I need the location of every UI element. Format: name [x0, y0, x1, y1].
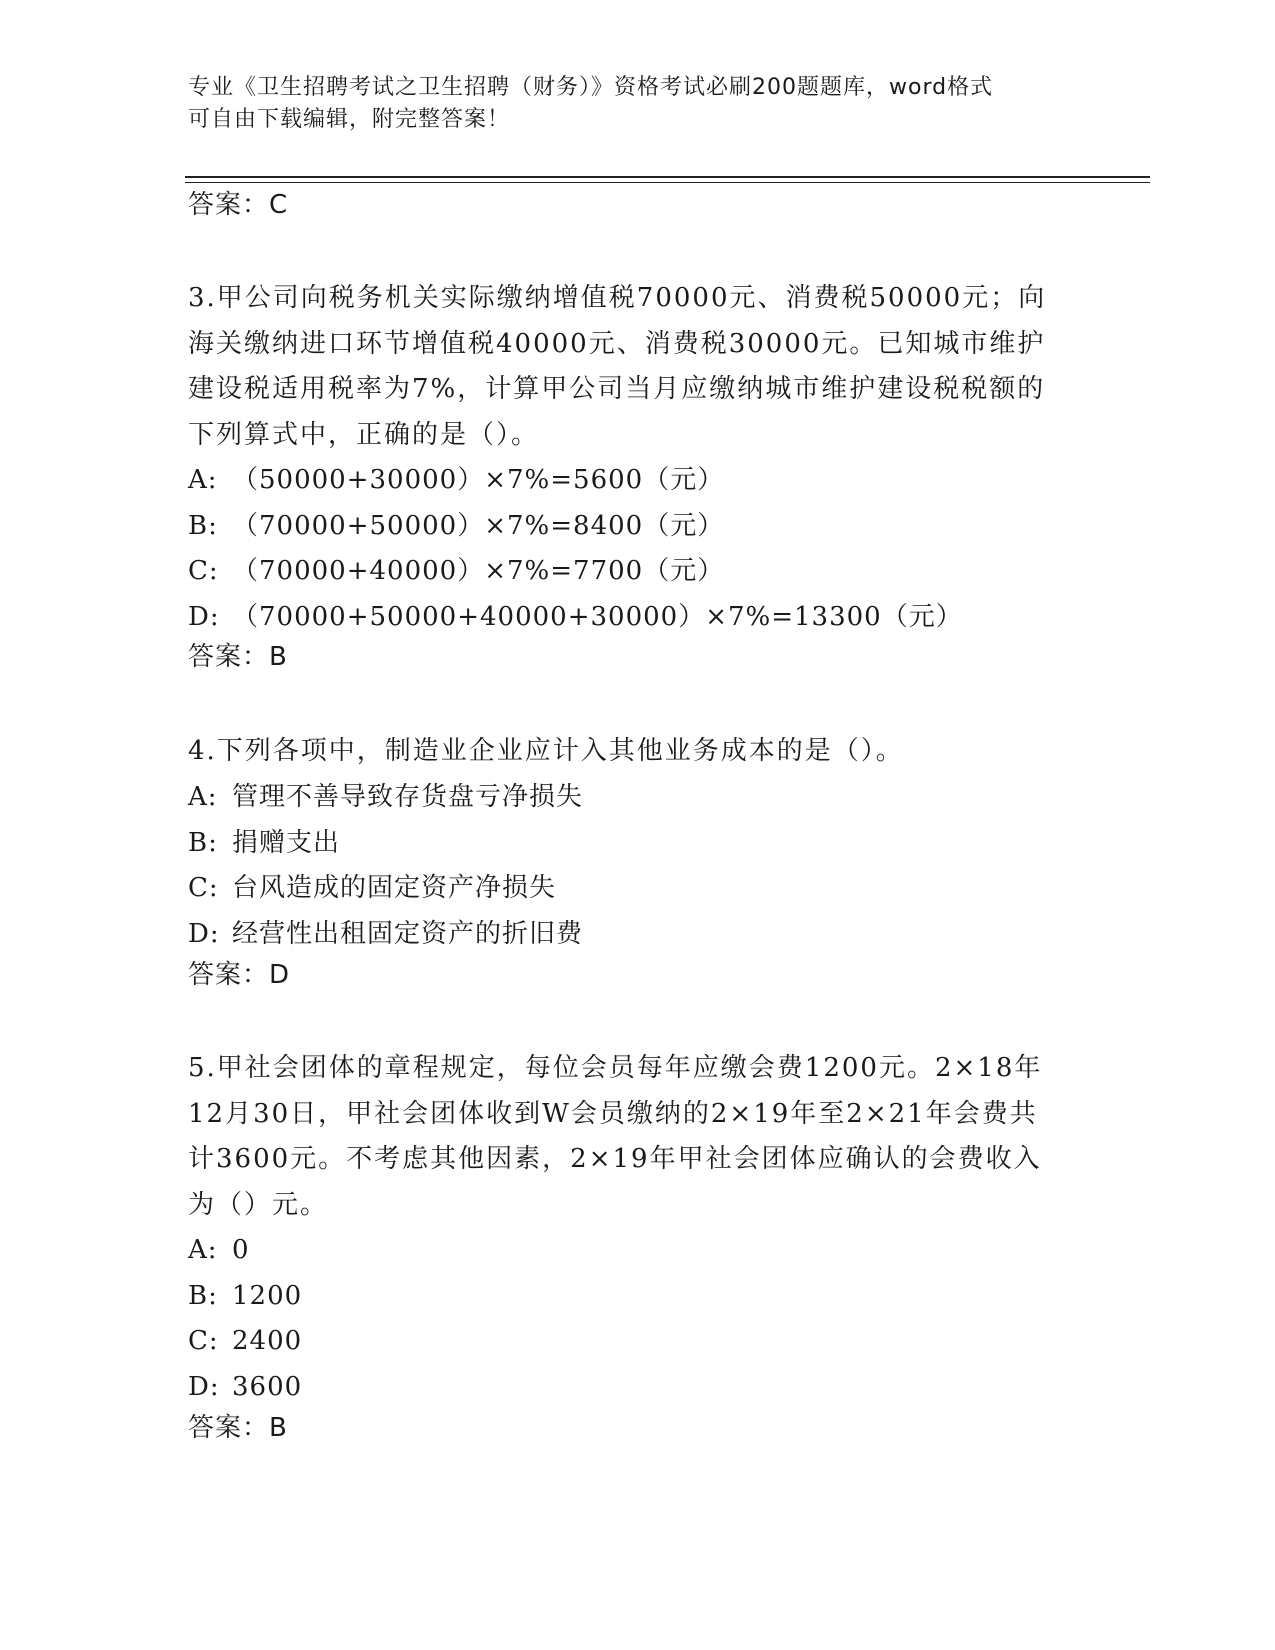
question-4-text [188, 729, 1088, 775]
option-a: A: 0 [188, 1235, 250, 1265]
question-4-answer: 答案：D [188, 960, 291, 990]
question-5-text [188, 1046, 1088, 1228]
option-c: C: （70000+40000）×7%=7700（元） [188, 556, 725, 586]
header-line-1: 专业《卫生招聘考试之卫生招聘（财务）》资格考试必刷200题题库，word格式 [188, 75, 994, 100]
option-b: B: 1200 [188, 1280, 303, 1311]
question-4-options [188, 775, 1088, 957]
option-b: B: （70000+50000）×7%=8400（元） [188, 510, 725, 541]
option-b: B: 捐赠支出 [188, 827, 341, 858]
question-3-answer: 答案：B [188, 642, 288, 672]
header-divider-thick [185, 176, 1150, 178]
question-3-options [188, 458, 1088, 640]
option-c: C: 2400 [188, 1326, 303, 1356]
question-line: 海关缴纳进口环节增值税40000元、消费税30000元。已知城市维护 [188, 328, 1046, 359]
question-line: 为（）元。 [188, 1189, 329, 1220]
question-3-text [188, 276, 1088, 458]
option-a: A: 管理不善导致存货盘亏净损失 [188, 782, 584, 812]
question-line: 5.甲社会团体的章程规定，每位会员每年应缴会费1200元。2×18年 [188, 1053, 1043, 1083]
question-line: 4.下列各项中，制造业企业应计入其他业务成本的是（）。 [188, 736, 904, 766]
option-c: C: 台风造成的固定资产净损失 [188, 873, 557, 903]
header-line-2: 可自由下载编辑，附完整答案！ [188, 107, 511, 132]
question-line: 3.甲公司向税务机关实际缴纳增值税70000元、消费税50000元；向 [188, 283, 1047, 313]
question-line: 12月30日，甲社会团体收到W会员缴纳的2×19年至2×21年会费共 [188, 1098, 1038, 1129]
question-5-answer: 答案：B [188, 1413, 288, 1443]
question-line: 下列算式中，正确的是（）。 [188, 419, 540, 450]
previous-answer: 答案：C [188, 190, 289, 220]
option-d: D: （70000+50000+40000+30000）×7%=13300（元） [188, 601, 963, 632]
option-d: D: 3600 [188, 1371, 303, 1402]
option-d: D: 经营性出租固定资产的折旧费 [188, 918, 584, 949]
option-a: A: （50000+30000）×7%=5600（元） [188, 465, 725, 495]
question-line: 计3600元。不考虑其他因素，2×19年甲社会团体应确认的会费收入 [188, 1144, 1042, 1174]
question-5-options [188, 1228, 1088, 1410]
header-divider-thin [185, 182, 1150, 183]
question-line: 建设税适用税率为7%，计算甲公司当月应缴纳城市维护建设税税额的 [188, 374, 1046, 404]
document-header [188, 72, 1088, 136]
